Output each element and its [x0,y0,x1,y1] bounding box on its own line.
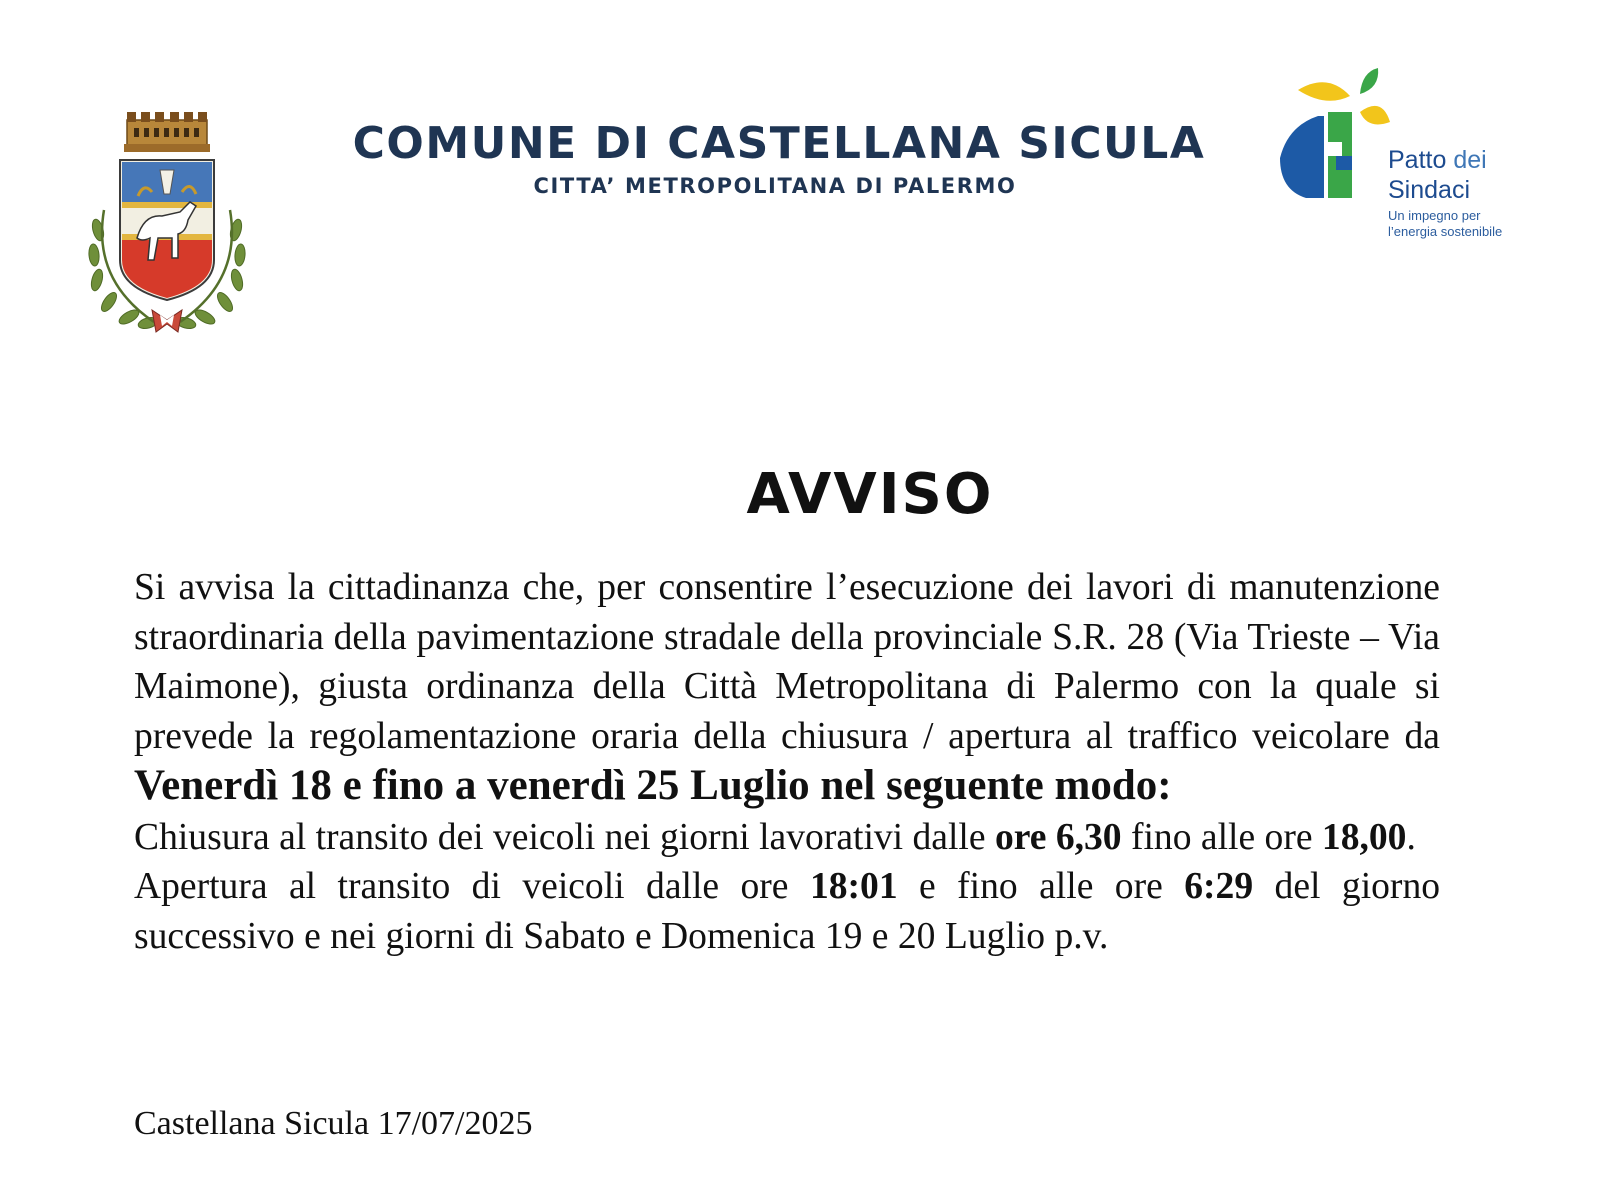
closure-text: Chiusura al transito dei veicoli nei giorni lavorativi dalle [134,816,995,858]
opening-text-3: del giorno successivo e nei giorni di Sabato e Domenica 19 e 20 Luglio p.v. [134,866,1441,957]
coat-of-arms-logo [82,110,252,335]
patto-tagline-2: l’energia sostenibile [1388,224,1503,239]
metropolitan-city: CITTA’ METROPOLITANA DI PALERMO [533,174,1017,198]
letterhead [330,118,1220,200]
patto-tagline-1: Un impegno per [1388,208,1481,223]
closure-text-2: fino alle ore [1121,816,1322,858]
place-and-date: Castellana Sicula 17/07/2025 [134,1105,533,1142]
sindaci-word: Sindaci [1388,176,1470,204]
opening-end-time: 6:29 [1184,866,1254,907]
date-range-bold: Venerdì 18 e fino a venerdì 25 Luglio nel seguente modo: [134,762,1172,809]
notice-paragraph-3 [134,862,1440,961]
patto-dei-sindaci-logo [1278,66,1518,256]
opening-text: Apertura al transito di veicoli dalle ore [134,866,810,907]
notice-paragraph-2 [134,813,1440,863]
opening-text-2: e fino alle ore [897,866,1185,907]
notice-paragraph-1 [134,563,1440,813]
municipality-name: COMUNE DI CASTELLANA SICULA [352,118,1206,169]
dei-word: dei [1453,146,1487,174]
closure-period: . [1406,816,1416,858]
paragraph-1-text: Si avvisa la cittadinanza che, per consentire l’esecuzione dei lavori di manutenzione straordinaria della pavimentazione stradale della provinciale S.R. 28 (Via Trieste – Via Maimone), giusta ordinanza della Città Metropolitana di Palermo con la quale si prevede la regolamentazione oraria della chiusura / apertura al traffico veicolare da [134,567,1440,757]
patto-word: Patto [1388,146,1447,174]
opening-start-time: 18:01 [809,866,898,907]
notice-body [134,563,1440,961]
closure-end-time: 18,00 [1321,816,1407,858]
notice-title: AVVISO [746,462,994,527]
closure-start-time: ore 6,30 [994,816,1122,858]
